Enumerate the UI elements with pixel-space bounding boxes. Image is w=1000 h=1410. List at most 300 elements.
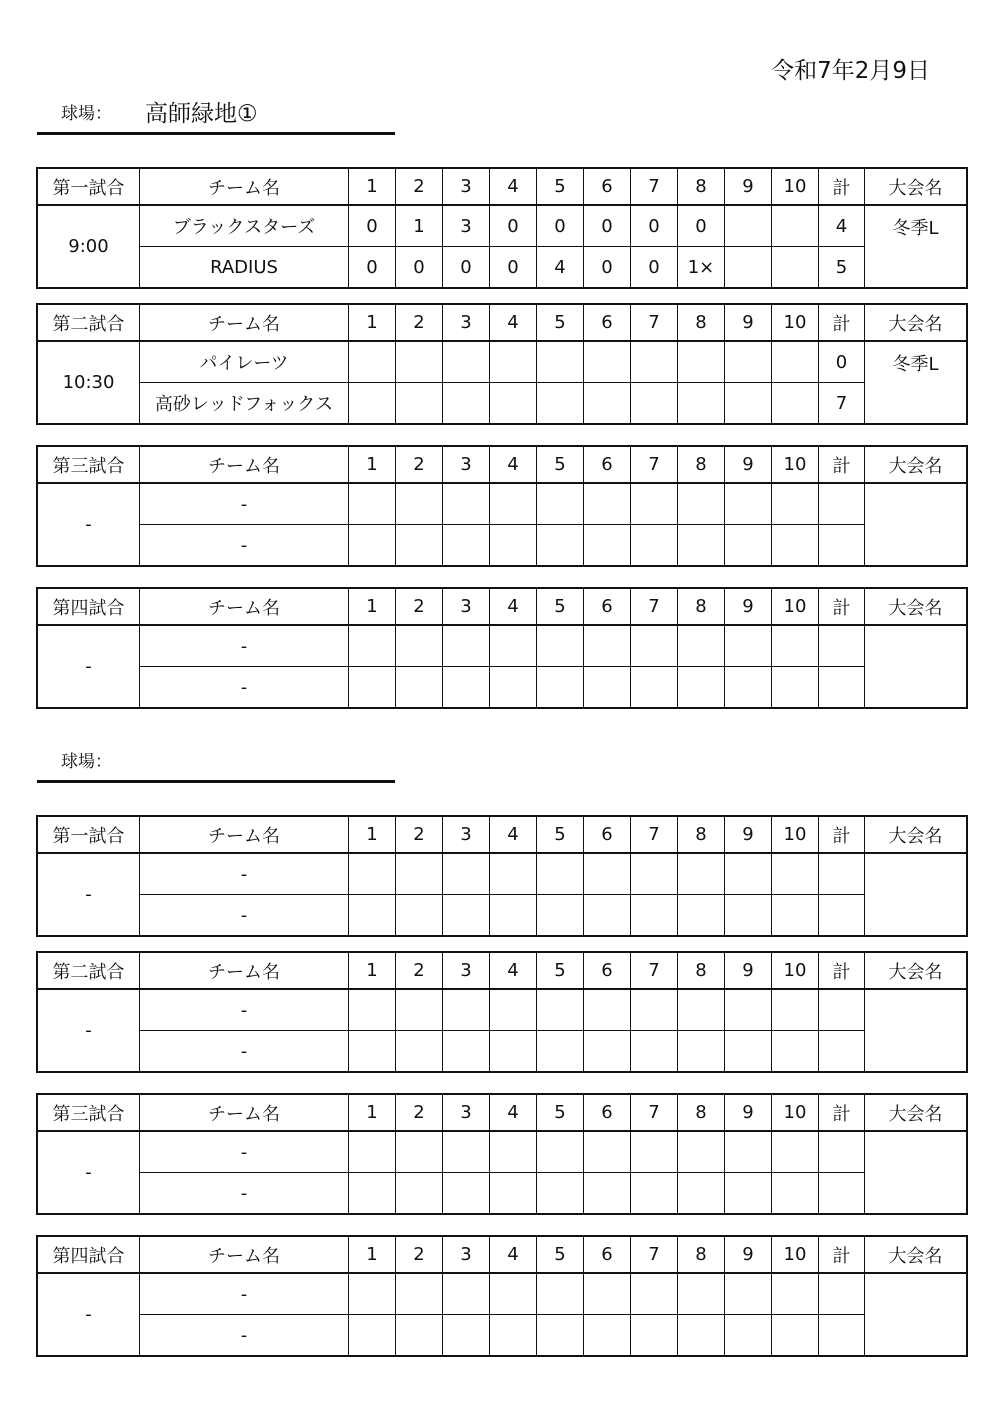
tournament-name — [865, 483, 967, 566]
inning-score — [537, 895, 584, 936]
inning-score — [349, 625, 396, 667]
inning-score — [490, 383, 537, 424]
inning-score — [396, 989, 443, 1031]
team-name: 高砂レッドフォックス — [140, 383, 349, 424]
inning-score — [349, 1273, 396, 1315]
team-row — [38, 1273, 967, 1315]
inning-header: 5 — [537, 169, 584, 206]
total-score — [819, 525, 865, 566]
game-table — [37, 816, 967, 936]
inning-score: 1 — [396, 205, 443, 247]
game-header-row — [38, 817, 967, 854]
inning-header: 7 — [631, 1095, 678, 1132]
inning-score — [490, 1173, 537, 1214]
inning-score: 3 — [443, 205, 490, 247]
inning-score — [537, 1131, 584, 1173]
inning-score — [678, 1273, 725, 1315]
inning-score — [678, 383, 725, 424]
inning-header: 3 — [443, 589, 490, 626]
inning-score — [631, 667, 678, 708]
inning-score — [584, 1131, 631, 1173]
total-score: 7 — [819, 383, 865, 424]
inning-header: 9 — [725, 589, 772, 626]
inning-header: 3 — [443, 447, 490, 484]
inning-header: 3 — [443, 953, 490, 990]
inning-header: 9 — [725, 953, 772, 990]
inning-score: 0 — [631, 205, 678, 247]
game-title: 第四試合 — [38, 589, 140, 626]
team-row — [38, 895, 967, 936]
inning-header: 9 — [725, 169, 772, 206]
inning-score — [349, 667, 396, 708]
inning-header: 6 — [584, 447, 631, 484]
game-title: 第四試合 — [38, 1237, 140, 1274]
total-score — [819, 483, 865, 525]
inning-score — [443, 1131, 490, 1173]
inning-score — [490, 525, 537, 566]
inning-header: 7 — [631, 1237, 678, 1274]
inning-header: 9 — [725, 1095, 772, 1132]
team-name: - — [140, 1315, 349, 1356]
team-name: ブラックスターズ — [140, 205, 349, 247]
team-column-header: チーム名 — [140, 447, 349, 484]
inning-score — [349, 895, 396, 936]
inning-score — [443, 483, 490, 525]
game-table — [37, 1094, 967, 1214]
game-header-row — [38, 305, 967, 342]
total-header: 計 — [819, 1095, 865, 1132]
team-name: - — [140, 1173, 349, 1214]
inning-header: 10 — [772, 817, 819, 854]
inning-header: 10 — [772, 305, 819, 342]
team-name: RADIUS — [140, 247, 349, 288]
date: 令和7年2月9日 — [771, 58, 930, 84]
tournament-name — [865, 853, 967, 936]
total-header: 計 — [819, 169, 865, 206]
inning-score — [490, 1273, 537, 1315]
inning-score — [772, 895, 819, 936]
inning-score — [631, 1131, 678, 1173]
inning-score — [490, 1031, 537, 1072]
inning-score — [772, 247, 819, 288]
inning-score — [725, 1273, 772, 1315]
inning-score — [443, 1173, 490, 1214]
inning-score: 0 — [490, 247, 537, 288]
inning-score — [772, 1273, 819, 1315]
team-row — [38, 205, 967, 247]
inning-score — [772, 341, 819, 383]
start-time: 9:00 — [38, 205, 140, 288]
inning-score — [490, 667, 537, 708]
tournament-name — [865, 989, 967, 1072]
inning-header: 7 — [631, 447, 678, 484]
venue-header — [37, 740, 395, 783]
inning-header: 8 — [678, 169, 725, 206]
inning-score — [725, 667, 772, 708]
team-row — [38, 525, 967, 566]
inning-score — [396, 1031, 443, 1072]
inning-score — [678, 667, 725, 708]
team-name: - — [140, 667, 349, 708]
inning-header: 7 — [631, 589, 678, 626]
inning-score — [396, 625, 443, 667]
inning-score — [772, 525, 819, 566]
team-name: パイレーツ — [140, 341, 349, 383]
inning-header: 4 — [490, 305, 537, 342]
inning-score — [584, 1315, 631, 1356]
inning-score: 0 — [349, 247, 396, 288]
inning-score — [443, 895, 490, 936]
inning-score — [772, 667, 819, 708]
inning-score — [396, 383, 443, 424]
total-score — [819, 989, 865, 1031]
inning-score — [584, 483, 631, 525]
inning-score — [443, 853, 490, 895]
inning-header: 2 — [396, 817, 443, 854]
total-header: 計 — [819, 589, 865, 626]
team-row — [38, 625, 967, 667]
inning-header: 2 — [396, 589, 443, 626]
team-name: - — [140, 895, 349, 936]
inning-score — [772, 1131, 819, 1173]
inning-score — [678, 989, 725, 1031]
inning-header: 4 — [490, 589, 537, 626]
total-score: 0 — [819, 341, 865, 383]
inning-score — [772, 989, 819, 1031]
start-time: - — [38, 483, 140, 566]
inning-score — [631, 1273, 678, 1315]
inning-score — [537, 625, 584, 667]
inning-header: 8 — [678, 953, 725, 990]
game-header-row — [38, 953, 967, 990]
inning-score — [725, 1131, 772, 1173]
total-header: 計 — [819, 447, 865, 484]
inning-header: 8 — [678, 589, 725, 626]
total-score — [819, 1031, 865, 1072]
inning-score — [396, 667, 443, 708]
inning-score — [725, 525, 772, 566]
inning-score — [490, 1131, 537, 1173]
inning-header: 8 — [678, 1237, 725, 1274]
inning-score — [584, 1173, 631, 1214]
inning-score — [725, 205, 772, 247]
inning-header: 1 — [349, 589, 396, 626]
inning-header: 10 — [772, 1095, 819, 1132]
inning-score — [396, 853, 443, 895]
inning-score — [443, 625, 490, 667]
inning-score: 0 — [678, 205, 725, 247]
inning-header: 7 — [631, 817, 678, 854]
inning-score — [584, 525, 631, 566]
inning-header: 4 — [490, 1095, 537, 1132]
game-table — [37, 1236, 967, 1356]
inning-score — [725, 1315, 772, 1356]
inning-score — [396, 1173, 443, 1214]
inning-score — [725, 383, 772, 424]
inning-score — [631, 525, 678, 566]
total-score — [819, 895, 865, 936]
inning-score — [631, 1315, 678, 1356]
tournament-header: 大会名 — [865, 589, 967, 626]
inning-score — [443, 1315, 490, 1356]
inning-header: 1 — [349, 169, 396, 206]
inning-header: 3 — [443, 817, 490, 854]
total-score — [819, 1273, 865, 1315]
inning-header: 6 — [584, 1095, 631, 1132]
inning-score — [490, 989, 537, 1031]
inning-header: 2 — [396, 305, 443, 342]
inning-score — [584, 1031, 631, 1072]
start-time: - — [38, 1131, 140, 1214]
inning-score — [584, 895, 631, 936]
inning-header: 1 — [349, 1095, 396, 1132]
inning-score — [537, 341, 584, 383]
game-header-row — [38, 169, 967, 206]
game-title: 第二試合 — [38, 953, 140, 990]
inning-score — [772, 625, 819, 667]
team-row — [38, 383, 967, 424]
inning-score — [631, 1173, 678, 1214]
inning-score — [678, 525, 725, 566]
inning-header: 6 — [584, 1237, 631, 1274]
tournament-name: 冬季L — [865, 341, 967, 424]
inning-score — [396, 1315, 443, 1356]
total-header: 計 — [819, 305, 865, 342]
inning-score — [584, 853, 631, 895]
inning-score — [537, 383, 584, 424]
team-row — [38, 247, 967, 288]
team-row — [38, 1031, 967, 1072]
inning-header: 5 — [537, 305, 584, 342]
inning-header: 4 — [490, 447, 537, 484]
inning-header: 6 — [584, 953, 631, 990]
inning-header: 5 — [537, 447, 584, 484]
team-name: - — [140, 1273, 349, 1315]
inning-score — [396, 525, 443, 566]
inning-header: 2 — [396, 169, 443, 206]
team-column-header: チーム名 — [140, 589, 349, 626]
inning-header: 5 — [537, 817, 584, 854]
tournament-header: 大会名 — [865, 1237, 967, 1274]
inning-score — [443, 383, 490, 424]
inning-score — [537, 667, 584, 708]
inning-header: 7 — [631, 169, 678, 206]
inning-header: 1 — [349, 1237, 396, 1274]
inning-header: 3 — [443, 1095, 490, 1132]
tournament-name — [865, 1131, 967, 1214]
game-table — [37, 168, 967, 288]
inning-score — [631, 895, 678, 936]
inning-score — [396, 895, 443, 936]
inning-score — [631, 989, 678, 1031]
inning-score — [584, 383, 631, 424]
inning-header: 9 — [725, 305, 772, 342]
team-row — [38, 1131, 967, 1173]
team-row — [38, 853, 967, 895]
team-name: - — [140, 1031, 349, 1072]
inning-score — [631, 853, 678, 895]
tournament-name — [865, 625, 967, 708]
team-row — [38, 667, 967, 708]
total-header: 計 — [819, 817, 865, 854]
inning-score — [678, 341, 725, 383]
inning-score — [349, 1173, 396, 1214]
inning-header: 2 — [396, 953, 443, 990]
inning-score — [772, 853, 819, 895]
inning-score — [443, 1031, 490, 1072]
inning-score — [678, 895, 725, 936]
inning-score: 1× — [678, 247, 725, 288]
game-table — [37, 952, 967, 1072]
start-time: 10:30 — [38, 341, 140, 424]
inning-score: 0 — [537, 205, 584, 247]
inning-score — [349, 383, 396, 424]
inning-score — [349, 1131, 396, 1173]
tournament-header: 大会名 — [865, 953, 967, 990]
team-row — [38, 483, 967, 525]
inning-header: 6 — [584, 817, 631, 854]
game-title: 第三試合 — [38, 1095, 140, 1132]
inning-score — [537, 1273, 584, 1315]
total-score — [819, 853, 865, 895]
inning-score — [584, 1273, 631, 1315]
start-time: - — [38, 853, 140, 936]
inning-score — [490, 853, 537, 895]
inning-score — [772, 483, 819, 525]
total-header: 計 — [819, 1237, 865, 1274]
team-row — [38, 341, 967, 383]
inning-header: 5 — [537, 953, 584, 990]
team-name: - — [140, 625, 349, 667]
team-name: - — [140, 525, 349, 566]
inning-score — [443, 525, 490, 566]
inning-score — [349, 1031, 396, 1072]
inning-score: 0 — [349, 205, 396, 247]
inning-score — [349, 483, 396, 525]
start-time: - — [38, 1273, 140, 1356]
inning-score — [678, 1031, 725, 1072]
inning-score — [678, 1315, 725, 1356]
inning-header: 10 — [772, 447, 819, 484]
inning-score — [631, 1031, 678, 1072]
inning-score — [584, 667, 631, 708]
venue-name: 高師緑地① — [145, 101, 258, 127]
inning-header: 1 — [349, 953, 396, 990]
inning-header: 7 — [631, 305, 678, 342]
inning-score — [537, 853, 584, 895]
inning-score — [631, 483, 678, 525]
total-score — [819, 1315, 865, 1356]
inning-score: 0 — [443, 247, 490, 288]
game-header-row — [38, 589, 967, 626]
inning-score — [772, 1315, 819, 1356]
inning-header: 4 — [490, 953, 537, 990]
inning-score — [396, 341, 443, 383]
inning-score — [349, 341, 396, 383]
total-score — [819, 1131, 865, 1173]
inning-score — [349, 989, 396, 1031]
inning-header: 10 — [772, 169, 819, 206]
inning-score — [537, 525, 584, 566]
inning-header: 4 — [490, 169, 537, 206]
inning-score — [443, 667, 490, 708]
inning-score — [349, 853, 396, 895]
inning-header: 5 — [537, 1237, 584, 1274]
total-score: 4 — [819, 205, 865, 247]
tournament-header: 大会名 — [865, 305, 967, 342]
inning-score: 0 — [396, 247, 443, 288]
inning-header: 5 — [537, 1095, 584, 1132]
inning-score — [396, 483, 443, 525]
team-name: - — [140, 483, 349, 525]
inning-score — [725, 625, 772, 667]
tournament-header: 大会名 — [865, 447, 967, 484]
total-score — [819, 625, 865, 667]
inning-score — [631, 383, 678, 424]
game-table — [37, 304, 967, 424]
inning-score: 4 — [537, 247, 584, 288]
team-column-header: チーム名 — [140, 817, 349, 854]
tournament-name: 冬季L — [865, 205, 967, 288]
inning-score — [443, 989, 490, 1031]
team-column-header: チーム名 — [140, 169, 349, 206]
game-title: 第一試合 — [38, 169, 140, 206]
venue-label: 球場： — [61, 104, 112, 124]
inning-header: 2 — [396, 1095, 443, 1132]
tournament-header: 大会名 — [865, 1095, 967, 1132]
inning-header: 1 — [349, 817, 396, 854]
inning-score — [725, 483, 772, 525]
inning-score — [443, 341, 490, 383]
inning-score — [772, 1173, 819, 1214]
team-row — [38, 989, 967, 1031]
inning-score — [349, 1315, 396, 1356]
inning-score — [772, 205, 819, 247]
team-name: - — [140, 853, 349, 895]
start-time: - — [38, 989, 140, 1072]
inning-header: 9 — [725, 1237, 772, 1274]
game-title: 第二試合 — [38, 305, 140, 342]
inning-score — [725, 247, 772, 288]
inning-score — [490, 341, 537, 383]
inning-score — [725, 1173, 772, 1214]
inning-score — [631, 341, 678, 383]
inning-score — [490, 625, 537, 667]
inning-header: 9 — [725, 447, 772, 484]
inning-header: 9 — [725, 817, 772, 854]
inning-score — [349, 525, 396, 566]
tournament-header: 大会名 — [865, 817, 967, 854]
inning-header: 3 — [443, 305, 490, 342]
total-header: 計 — [819, 953, 865, 990]
inning-score — [678, 853, 725, 895]
inning-score: 0 — [584, 205, 631, 247]
team-column-header: チーム名 — [140, 953, 349, 990]
team-row — [38, 1315, 967, 1356]
game-header-row — [38, 447, 967, 484]
inning-header: 6 — [584, 305, 631, 342]
game-table — [37, 588, 967, 708]
game-table — [37, 446, 967, 566]
inning-score — [678, 483, 725, 525]
inning-header: 3 — [443, 1237, 490, 1274]
inning-header: 10 — [772, 953, 819, 990]
inning-header: 4 — [490, 1237, 537, 1274]
venue-header — [37, 92, 395, 135]
inning-header: 4 — [490, 817, 537, 854]
inning-score — [584, 625, 631, 667]
game-header-row — [38, 1095, 967, 1132]
